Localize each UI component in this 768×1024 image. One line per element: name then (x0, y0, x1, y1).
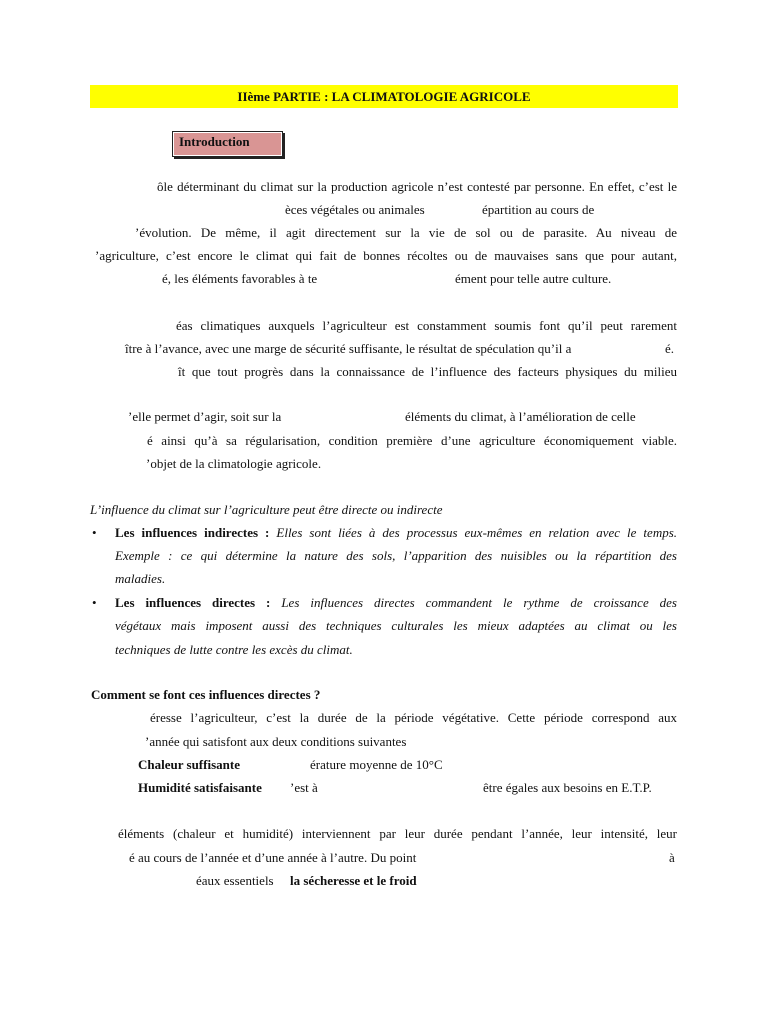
p5-line-3a: éaux essentiels (196, 873, 274, 888)
p2-line-1: éas climatiques auxquels l’agriculteur est constamment soumis font qu’il peut rarement (176, 318, 677, 333)
p1-line-1: ôle déterminant du climat sur la production agricole n’est contesté par personne. En effet, c’est le (157, 179, 677, 194)
condition-1-text: érature moyenne de 10°C (310, 757, 443, 772)
bullet-1-text: Elles sont liées à des processus eux-mêmes en relation avec le temps. (276, 525, 678, 540)
bullet-1-line-3: maladies. (115, 571, 166, 586)
bullet-1-line-2: Exemple : ce qui détermine la nature des sols, l’apparition des nuisibles ou la répartition des (115, 548, 677, 563)
p1-line-5a: é, les éléments favorables à te (162, 271, 318, 286)
section-heading: Comment se font ces influences directes ? (91, 687, 321, 702)
p1-line-3: ’évolution. De même, il agit directement sur la vie de sol ou de parasite. Au niveau de (135, 225, 677, 240)
introduction-label: Introduction (174, 133, 281, 155)
condition-2-text-a: ’est à (290, 780, 318, 795)
influence-intro: L’influence du climat sur l’agriculture peut être directe ou indirecte (90, 502, 443, 517)
bullet-1-line-1 (115, 525, 677, 541)
bullet-2-line-1 (115, 595, 677, 611)
bullet-2-line-3: techniques de lutte contre les excès du climat. (115, 642, 353, 657)
p3-line-2: é ainsi qu’à sa régularisation, condition première d’une agriculture économiquement viable. (147, 433, 677, 448)
bullet-1-label: Les influences indirectes : (115, 525, 270, 540)
p4-line-1: éresse l’agriculteur, c’est la durée de la période végétative. Cette période correspond aux (150, 710, 677, 725)
p3-line-1b: éléments du climat, à l’amélioration de celle (405, 409, 636, 424)
bullet-icon: • (92, 525, 97, 540)
p4-line-2: ’année qui satisfont aux deux conditions suivantes (145, 734, 407, 749)
p1-line-4: ’agriculture, c’est encore le climat qui fait de bonnes récoltes ou de mauvaises sans que pour autant, (95, 248, 677, 263)
p3-line-3: ’objet de la climatologie agricole. (146, 456, 322, 471)
p2-line-3: ît que tout progrès dans la connaissance de l’influence des facteurs physiques du milieu (178, 364, 677, 379)
p1-line-5b: ément pour telle autre culture. (455, 271, 612, 286)
bullet-2-text: Les influences directes commandent le rythme de croissance des (281, 595, 677, 610)
p1-line-2b: épartition au cours de (482, 202, 595, 217)
p2-line-2a: ître à l’avance, avec une marge de sécurité suffisante, le résultat de spéculation qu’il a (125, 341, 572, 356)
part-title: IIème PARTIE : LA CLIMATOLOGIE AGRICOLE (90, 85, 678, 108)
p2-line-2b: é. (665, 341, 675, 356)
p5-line-3b: la sécheresse et le froid (290, 873, 417, 888)
p3-line-1a: ’elle permet d’agir, soit sur la (128, 409, 282, 424)
condition-2-label: Humidité satisfaisante (138, 780, 262, 795)
bullet-2-label: Les influences directes : (115, 595, 271, 610)
introduction-box (172, 131, 283, 157)
condition-2-text-b: être égales aux besoins en E.T.P. (483, 780, 652, 795)
condition-1-label: Chaleur suffisante (138, 757, 240, 772)
p5-line-2b: à (669, 850, 675, 865)
bullet-icon: • (92, 595, 97, 610)
bullet-2-line-2: végétaux mais imposent aussi des techniques culturales les mieux adaptées au climat ou les (115, 618, 677, 633)
p5-line-2a: é au cours de l’année et d’une année à l’autre. Du point (129, 850, 417, 865)
p5-line-1: éléments (chaleur et humidité) interviennent par leur durée pendant l’année, leur intensité, leur (118, 826, 677, 841)
p1-line-2a: èces végétales ou animales (285, 202, 425, 217)
